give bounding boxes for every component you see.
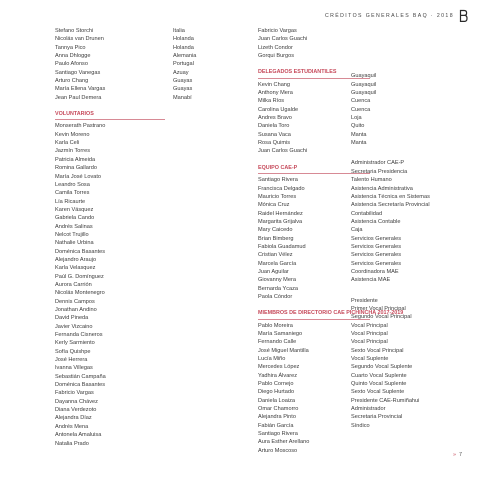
list-item-name: Alejandra Pinto bbox=[258, 414, 296, 421]
spacer bbox=[351, 27, 461, 35]
list-item-name: Yadhira Álvarez bbox=[258, 372, 298, 379]
list-item-name: Juan Carlos Guachi bbox=[258, 148, 308, 155]
list-item-place: Portugal bbox=[173, 61, 194, 68]
list-item-name: Pablo Moreira bbox=[258, 322, 293, 329]
list-item-name: Raidel Hernández bbox=[258, 210, 303, 217]
list-item-name: Mónica Cruz bbox=[258, 202, 290, 209]
list-item-name: Kevin Moreno bbox=[55, 131, 90, 138]
list-item-name: Javier Vizcaino bbox=[55, 323, 93, 330]
spacer bbox=[351, 60, 461, 68]
list-item-name: Juan Carlos Guachi bbox=[258, 36, 308, 43]
list-item-name: Santiago Vanegas bbox=[55, 69, 101, 76]
list-item-name: Gabriela Cando bbox=[55, 215, 95, 222]
list-item-name: Susana Vaca bbox=[258, 131, 291, 138]
list-item-name: Mauricio Torres bbox=[258, 193, 297, 200]
list-item-name: Brian Bimberg bbox=[258, 235, 294, 242]
list-item-place: Guayas bbox=[173, 78, 193, 85]
list-item-name: María Ellena Vargas bbox=[55, 86, 106, 93]
list-item-name: Fabricio Vargas bbox=[55, 390, 94, 397]
list-item-name: Nicolás van Drunen bbox=[55, 36, 104, 43]
spacer bbox=[55, 102, 165, 110]
list-item-name: Rosa Quimis bbox=[258, 140, 291, 147]
section-heading-equipo: EQUIPO CAE-P bbox=[258, 164, 298, 171]
list-item-name: Monserath Pastrano bbox=[55, 123, 106, 130]
list-item-name: Giovanny Mera bbox=[258, 277, 296, 284]
list-item-name: Antonela Amaluisa bbox=[55, 432, 102, 439]
list-item-role: Contabilidad bbox=[351, 210, 383, 217]
list-item-place: Holanda bbox=[173, 44, 194, 51]
list-item-role: Servicios Generales bbox=[351, 260, 402, 267]
list-item-role: Vocal Suplente bbox=[351, 356, 389, 363]
list-item-role: Vocal Principal bbox=[351, 331, 388, 337]
list-item-name: Leandro Sosa bbox=[55, 181, 90, 188]
page-number: 7 bbox=[459, 452, 462, 458]
spacer bbox=[351, 285, 461, 293]
list-item-name: Marcela García bbox=[258, 260, 297, 267]
list-item-name: Anna Dhlogge bbox=[55, 53, 91, 60]
list-item-name: Jazmín Torres bbox=[55, 148, 91, 155]
list-item-name: Ivanna Villegas bbox=[55, 365, 93, 372]
list-item-name: Nelcot Trujillo bbox=[55, 231, 89, 238]
list-item-name: Alejandra Díaz bbox=[55, 415, 92, 422]
list-item-name: Paúl G. Domínguez bbox=[55, 273, 104, 280]
list-item-role: Caja bbox=[351, 227, 363, 234]
list-item-role: Secretaria Presidencia bbox=[351, 168, 408, 175]
list-item-role: Servicios Generales bbox=[351, 243, 402, 250]
list-item-name: Kerly Sarmiento bbox=[55, 340, 95, 347]
list-item-name: Aurora Carrión bbox=[55, 281, 92, 288]
header-title: CRÉDITOS GENERALES BAQ · 2018 bbox=[324, 13, 454, 19]
list-item-name: María Samaniego bbox=[258, 331, 303, 337]
list-item-name: Cristian Vélez bbox=[258, 252, 293, 259]
list-item-name: Nathalie Urbina bbox=[55, 240, 94, 247]
list-item-role: Vocal Principal bbox=[351, 339, 388, 346]
page-footer bbox=[453, 452, 462, 458]
list-item-name: Mary Caicedo bbox=[258, 227, 293, 234]
list-item-role: Servicios Generales bbox=[351, 235, 402, 242]
list-item-name: José Miguel Mantilla bbox=[258, 347, 309, 354]
list-item-name: Nicolás Montenegro bbox=[55, 290, 105, 297]
list-item-name: Daniela Toro bbox=[258, 123, 290, 130]
list-item-name: Jean Paul Demera bbox=[55, 94, 102, 101]
section-heading-voluntarios: VOLUNTARIOS bbox=[55, 111, 94, 118]
list-item-name: Fernanda Cisneros bbox=[55, 332, 103, 339]
list-item-role: Asistencia Secretaría Provincial bbox=[351, 202, 430, 209]
list-item-name: Patricia Almeida bbox=[55, 156, 96, 163]
list-item-role: Guayaquil bbox=[351, 73, 377, 80]
list-item-name: Arturo Moscoso bbox=[258, 447, 298, 454]
list-item-role: Cuarto Vocal Suplente bbox=[351, 372, 407, 379]
list-item-name: Diego Hurtado bbox=[258, 389, 295, 396]
section-divider bbox=[55, 119, 165, 120]
list-item-name: Romina Gallardo bbox=[55, 165, 97, 172]
list-item-role: Manta bbox=[351, 140, 367, 147]
list-item-role: Loja bbox=[351, 115, 362, 122]
list-item-name: Stefano Storchi bbox=[55, 28, 94, 34]
list-item-name: Paola Cóndor bbox=[258, 293, 293, 300]
list-item-place: Manabí bbox=[173, 94, 192, 101]
list-item-name: Lía Ricaurte bbox=[55, 198, 86, 205]
list-item-role: Asistencia Contable bbox=[351, 218, 401, 225]
list-item-name: Natalia Prado bbox=[55, 440, 89, 447]
list-item-name: Juan Aguilar bbox=[258, 268, 289, 275]
list-item-name: Diana Verdezoto bbox=[55, 407, 97, 414]
list-item-role: Guayaquil bbox=[351, 81, 377, 88]
list-item-role: Presidente CAE-Rumiñahui bbox=[351, 397, 420, 404]
list-item-name: David Pineda bbox=[55, 315, 89, 322]
list-item-name: Lucía Miño bbox=[258, 356, 286, 363]
list-item-name: Camila Torres bbox=[55, 190, 90, 197]
list-item-name: Karla Celi bbox=[55, 140, 80, 147]
list-item-name: Jonathan Andino bbox=[55, 307, 97, 313]
list-item-name: Fabián García bbox=[258, 422, 294, 429]
list-item-name: Kevin Chang bbox=[258, 81, 291, 88]
list-item-role: Cuenca bbox=[351, 98, 371, 105]
list-item-name: Alejandro Araujo bbox=[55, 256, 97, 263]
spacer bbox=[351, 35, 461, 43]
list-item-name: José Herrera bbox=[55, 357, 88, 364]
list-item-name: María José Lovato bbox=[55, 173, 102, 180]
left-names-column bbox=[55, 27, 165, 448]
list-item-role: Servicios Generales bbox=[351, 252, 402, 259]
list-item-role: Síndico bbox=[351, 422, 370, 429]
list-item-name: Anthony Mera bbox=[258, 90, 293, 97]
list-item-name: Andrés Salinas bbox=[55, 223, 93, 230]
list-item-place: Holanda bbox=[173, 36, 194, 43]
list-item-role: Vocal Principal bbox=[351, 322, 388, 329]
list-item-name: Andres Bravo bbox=[258, 115, 292, 122]
list-item-name: Lizeth Condor bbox=[258, 44, 293, 51]
list-item-role: Secretaria Provincial bbox=[351, 414, 403, 421]
list-item-name: Dennis Campos bbox=[55, 298, 95, 305]
list-item-role: Administrador CAE-P bbox=[351, 160, 405, 167]
section-heading-delegados: DELEGADOS ESTUDIANTILES bbox=[258, 69, 337, 76]
list-item-role: Asistencia Administrativa bbox=[351, 185, 413, 192]
right-roles-column bbox=[351, 27, 461, 430]
left-places-column bbox=[173, 27, 253, 102]
spacer bbox=[351, 147, 461, 155]
list-item-role: Quinto Vocal Suplente bbox=[351, 381, 407, 388]
list-item-role: Manta bbox=[351, 131, 367, 138]
list-item-role: Administrador bbox=[351, 406, 386, 413]
list-item-role: Quito bbox=[351, 123, 365, 130]
list-item-name: Dayanna Chávez bbox=[55, 398, 98, 405]
list-item-name: Sebastián Campaña bbox=[55, 373, 106, 380]
list-item-name: Fernando Calle bbox=[258, 339, 297, 346]
list-item-role: Sexto Vocal Principal bbox=[351, 347, 404, 354]
list-item-name: Karen Vásquez bbox=[55, 206, 94, 213]
list-item-place: Azuay bbox=[173, 69, 189, 76]
chevron-right-icon: » bbox=[453, 452, 456, 458]
list-item-role: Cuenca bbox=[351, 106, 371, 113]
list-item-name: Pablo Cornejo bbox=[258, 381, 294, 388]
list-item-name: Santiago Rivera bbox=[258, 431, 298, 438]
list-item-name: Milka Ríos bbox=[258, 98, 285, 105]
list-item-role: Asistencia Técnica en Sistemas bbox=[351, 193, 430, 200]
list-item-name: Margarita Grijalva bbox=[258, 218, 303, 225]
page-header bbox=[325, 9, 468, 23]
list-item-place: Guayas bbox=[173, 86, 193, 93]
baq-logo-icon bbox=[459, 9, 468, 23]
list-item-role: Segundo Vocal Principal bbox=[351, 314, 412, 321]
list-item-name: Doménica Basantes bbox=[55, 382, 106, 389]
list-item-name: Paulo Afonso bbox=[55, 61, 88, 68]
section-heading-directorio: MIEMBROS DE DIRECTORIO CAE PICHINCHA 2017-2019 bbox=[258, 310, 404, 317]
list-item-place: Italia bbox=[173, 28, 185, 34]
list-item-name: Andrés Mena bbox=[55, 423, 89, 430]
list-item-name: Omar Chamorro bbox=[258, 406, 299, 413]
list-item-name: Fabiola Guadamud bbox=[258, 243, 306, 250]
list-item-name: Karla Velasquez bbox=[55, 265, 96, 272]
list-item-role: Primer Vocal Principal bbox=[351, 305, 406, 312]
list-item-name: Mercedes López bbox=[258, 364, 300, 371]
list-item-name: Gorqui Burgos bbox=[258, 53, 295, 60]
list-item-name: Carolina Ugalde bbox=[258, 106, 299, 113]
list-item-name: Arturo Chang bbox=[55, 78, 89, 85]
spacer bbox=[351, 44, 461, 52]
list-item-role: Asistencia MAE bbox=[351, 277, 391, 284]
list-item-role: Segundo Vocal Suplente bbox=[351, 364, 413, 371]
list-item-name: Doménica Basantes bbox=[55, 248, 106, 255]
list-item-name: Bernarda Ycaza bbox=[258, 285, 299, 292]
list-item-name: Fabricio Vargas bbox=[258, 28, 297, 34]
list-item-place: Alemania bbox=[173, 53, 197, 60]
spacer bbox=[351, 52, 461, 60]
list-item-name: Francisca Delgado bbox=[258, 185, 305, 192]
list-item-role: Talento Humano bbox=[351, 177, 392, 184]
list-item-name: Tannya Pico bbox=[55, 44, 86, 51]
list-item-name: Santiago Rivera bbox=[258, 177, 298, 184]
list-item-role: Coordinadora MAE bbox=[351, 268, 399, 275]
list-item-name: Daniela Loaiza bbox=[258, 397, 296, 404]
list-item-role: Guayaquil bbox=[351, 90, 377, 97]
list-item-name: Aura Esther Arellano bbox=[258, 439, 310, 446]
list-item-name: Sofía Quishpe bbox=[55, 348, 91, 355]
list-item-role: Sexto Vocal Suplente bbox=[351, 389, 405, 396]
list-item-role: Presidente bbox=[351, 297, 378, 304]
